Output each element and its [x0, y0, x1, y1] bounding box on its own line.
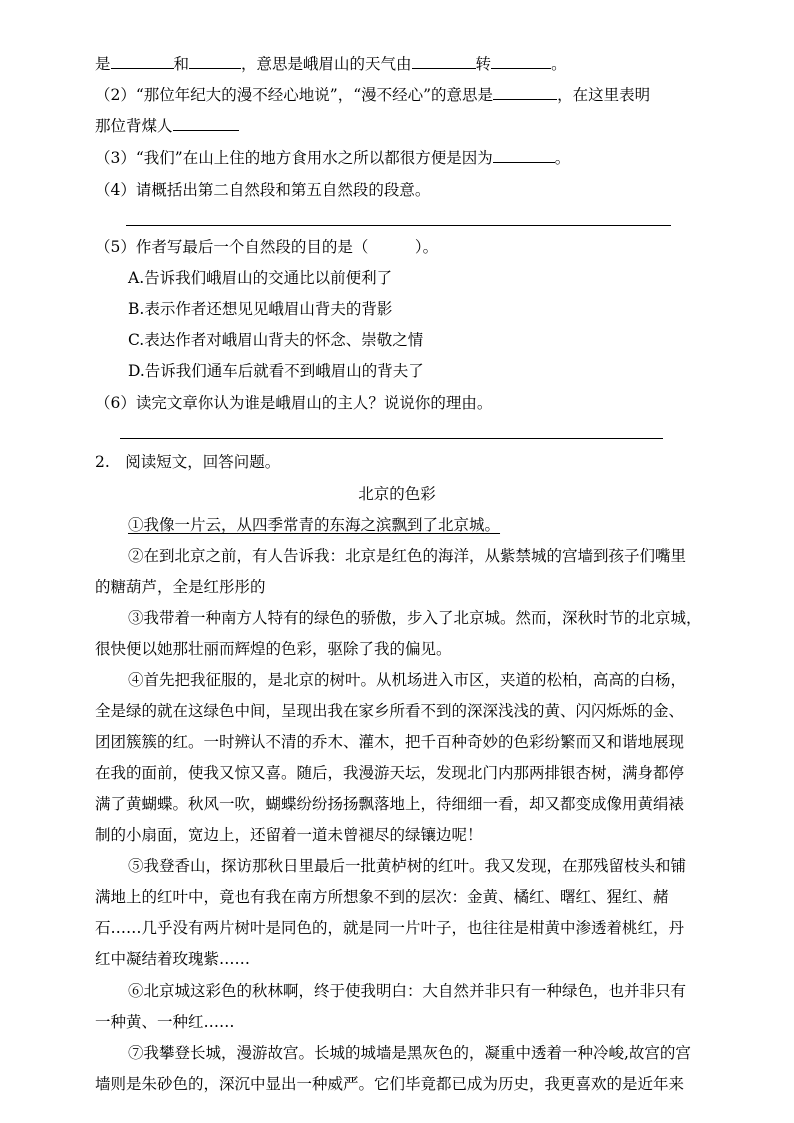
answer-blank[interactable]	[412, 54, 476, 69]
q1-sub2-text-2: ，在这里表明	[557, 86, 651, 104]
passage-title: 北京的色彩	[358, 485, 436, 503]
paragraph-7-line-2: 墙则是朱砂色的，深沉中显出一种威严。它们毕竟都已成为历史，我更喜欢的是近年来	[95, 1075, 685, 1093]
q1-sub4: （4）请概括出第二自然段和第五自然段的段意。	[95, 181, 431, 199]
paragraph-3-line-2: 很快便以她那壮丽而辉煌的色彩，驱除了我的偏见。	[95, 640, 452, 658]
q1-text-shi: 是	[95, 55, 111, 73]
paragraph-3-line-1: ③我带着一种南方人特有的绿色的骄傲，步入了北京城。然而，深秋时节的北京城，	[128, 609, 702, 627]
answer-blank[interactable]	[493, 148, 555, 163]
q1-text-meaning: ，意思是峨眉山的天气由	[241, 55, 412, 73]
answer-line[interactable]	[126, 225, 671, 226]
q1-sub5: （5）作者写最后一个自然段的目的是（ ）。	[95, 238, 439, 256]
answer-blank[interactable]	[491, 54, 551, 69]
paragraph-5-line-3: 石……几乎没有两片树叶是同色的，就是同一片叶子，也往往是柑黄中渗透着桃红，丹	[95, 919, 685, 937]
paragraph-4-line-5: 满了黄蝴蝶。秋风一吹，蝴蝶纷纷扬扬飘落地上，待细细一看，却又都变成像用黄绢裱	[95, 795, 685, 813]
q1-sub3	[95, 148, 570, 168]
q1-sub2-line-2	[95, 116, 239, 136]
q1-sub3-text: （3）“我们”在山上住的地方食用水之所以都很方便是因为	[95, 149, 493, 167]
paragraph-4-line-2: 全是绿的就在这绿色中间，呈现出我在家乡所看不到的深深浅浅的黄、闪闪烁烁的金、	[95, 702, 685, 720]
paragraph-4-line-3: 团团簇簇的红。一时辨认不清的乔木、灌木，把千百种奇妙的色彩纷繁而又和谐地展现	[95, 733, 685, 751]
answer-blank[interactable]	[189, 54, 241, 69]
q2-instruction: 2. 阅读短文，回答问题。	[95, 453, 281, 471]
paragraph-5-line-1: ⑤我登香山，探访那秋日里最后一批黄栌树的红叶。我又发现，在那残留枝头和铺	[128, 857, 687, 875]
paragraph-6-line-1: ⑥北京城这彩色的秋林啊，终于使我明白：大自然并非只有一种绿色，也并非只有	[128, 982, 687, 1000]
option-b[interactable]: B.表示作者还想见见峨眉山背夫的背影	[128, 300, 393, 318]
paragraph-2-line-1: ②在到北京之前，有人告诉我：北京是红色的海洋，从紫禁城的宫墙到孩子们嘴里	[128, 547, 687, 565]
paragraph-1: ①我像一片云，从四季常青的东海之滨飘到了北京城。	[128, 516, 501, 534]
q1-sub6: （6）读完文章你认为谁是峨眉山的主人？说说你的理由。	[95, 394, 493, 412]
paragraph-5-line-4: 红中凝结着玫瑰紫……	[95, 950, 251, 968]
answer-blank[interactable]	[173, 116, 239, 131]
answer-blank[interactable]	[111, 54, 174, 69]
paragraph-4-line-4: 在我的面前，使我又惊又喜。随后，我漫游天坛，发现北门内那两排银杏树，满身都停	[95, 764, 685, 782]
paragraph-2-line-2: 的糖葫芦，全是红彤彤的	[95, 578, 266, 596]
q1-sub3-end: 。	[554, 149, 571, 167]
q1-text-end: 。	[551, 55, 567, 73]
q1-sub2-text-3: 那位背煤人	[95, 117, 173, 135]
option-c[interactable]: C.表达作者对峨眉山背夫的怀念、崇敬之情	[128, 331, 424, 349]
paragraph-7-line-1: ⑦我攀登长城，漫游故宫。长城的城墙是黑灰色的，凝重中透着一种冷峻,故宫的宫	[128, 1044, 691, 1062]
option-a[interactable]: A.告诉我们峨眉山的交通比以前便利了	[128, 269, 393, 287]
paragraph-5-line-2: 满地上的红叶中，竟也有我在南方所想象不到的层次：金黄、橘红、曙红、猩红、赭	[95, 888, 669, 906]
paragraph-4-line-1: ④首先把我征服的，是北京的树叶。从机场进入市区，夹道的松柏，高高的白杨，	[128, 671, 687, 689]
q1-text-zhuan: 转	[475, 55, 492, 73]
q1-sub2-line-1	[95, 85, 650, 105]
answer-blank[interactable]	[493, 85, 557, 100]
paragraph-4-line-6: 制的小扇面，宽边上，还留着一道未曾褪尽的绿镶边呢！	[95, 826, 483, 844]
q1-line-1	[95, 54, 567, 74]
option-d[interactable]: D.告诉我们通车后就看不到峨眉山的背夫了	[128, 362, 424, 380]
answer-line[interactable]	[120, 438, 663, 439]
paragraph-6-line-2: 一种黄、一种红……	[95, 1013, 235, 1031]
q1-sub2-text: （2）“那位年纪大的漫不经心地说”，“漫不经心”的意思是	[95, 86, 494, 104]
q1-text-he: 和	[173, 55, 190, 73]
